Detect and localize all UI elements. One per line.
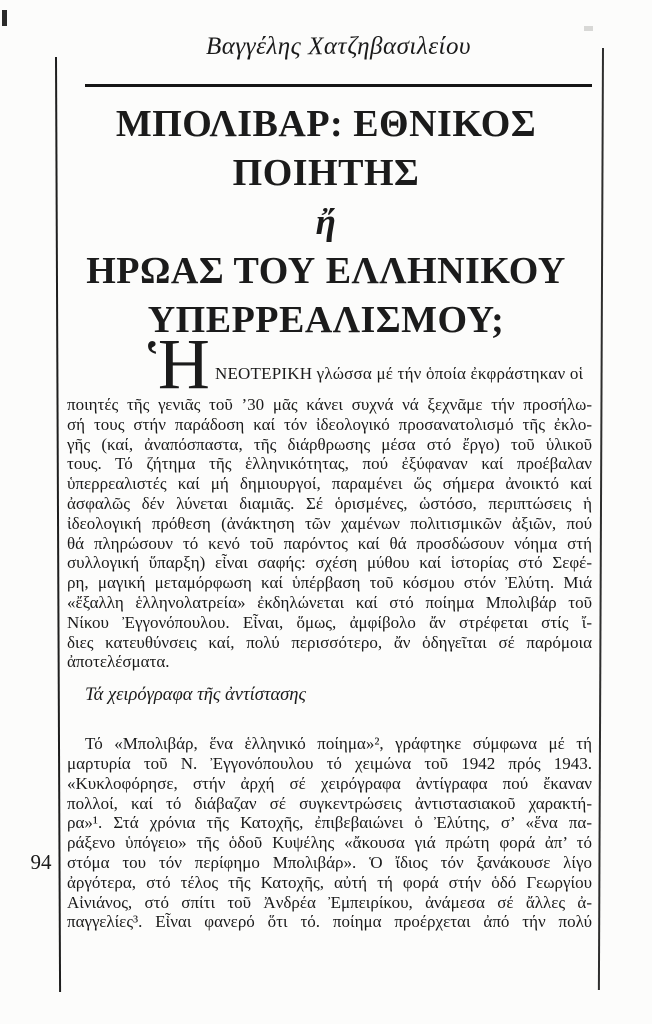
title-line-2: ἤ [315,202,337,243]
text-line: διες κατευθύνσεις καί, πολύ περισσότερο, ἄν ὁδηγεῖται σέ παρόμοια [67,632,592,652]
text-line: συλλογική ὕπαρξη) εἶναι σαφής: σχέση μύθου καί ἱστορίας στό Σεφέ- [67,553,592,573]
section-heading: Τά χειρόγραφα τῆς ἀντίστασης [85,685,306,706]
text-line: στόμα του τόν περίφημο Μπολιβάρ». Ὁ ἴδιος τόν ξανάκουσε λίγο [67,852,592,872]
header-rule [85,84,592,87]
text-line: «Κυκλοφόρησε, στήν ἀρχή σέ χειρόγραφα ἀντίγραφα πού ἔκαναν [67,773,592,793]
title-line-1: ΜΠΟΛΙΒΑΡ: ΕΘΝΙΚΟΣ ΠΟΙΗΤΗΣ [115,103,537,194]
text-line: πολλοί, καί τό διάβαζαν σέ συγκεντρώσεις ἀντιστασιακοῦ χαρακτή- [67,793,592,813]
text-line: ρα»¹. Στά χρόνια τῆς Κατοχῆς, ἐπιβεβαιώνει ὁ Ἐλύτης, σ’ «ἕνα πα- [67,813,592,833]
text-line: ἰδεολογική πρόθεση (ἀνάκτηση τῶν χαμένων πολιτισμικῶν ἀξιῶν, πού [67,513,592,533]
text-line: Νίκου Ἐγγονόπουλου. Εἶναι, ὅμως, ἀμφίβολο ἄν στρέφεται στίς ἴ- [67,612,592,632]
text-line: μαρτυρία τοῦ Ν. Ἐγγονόπουλου τό χειμώνα τοῦ 1942 πρός 1943. [67,753,592,773]
text-line: ἀποτελέσματα. [67,652,170,672]
author-name: Βαγγέλης Χατζηβασιλείου [206,33,471,60]
text-line: ράξενο ὑπόγειο» τῆς ὁδοῦ Κυψέλης «ἄκουσα γιά πρώτη φορά ἀπ’ τό [67,833,592,853]
text-line: γῆς (καί, ἀναπόσπαστα, τῆς διάρθρωσης μέσα στό ἔργο) τοῦ ὑλικοῦ [67,434,592,454]
text-line: σή τους στήν παράδοση καί τόν ἰδεολογικό προσανατολισμό τῆς ἐκλο- [67,414,592,434]
scan-speck [2,10,7,26]
intro-lines [67,395,592,672]
text-line: παγγελίες³. Εἶναι φανερό ὅτι τό. ποίημα προέρχεται ἀπό τήν πολύ [67,912,592,932]
article-title [30,100,622,345]
title-line-4: ΥΠΕΡΡΕΑΛΙΣΜΟΥ; [147,299,505,341]
intro-first-line: ΝΕΟΤΕΡΙΚΗ γλώσσα μέ τήν ὁποία ἐκφράστηκαν οἱ [215,364,584,383]
text-line: Αἰνιάνος, στό σπίτι τοῦ Ἀνδρέα Ἐμπειρίκου, ἀνάμεσα σέ ἄλλες ἀ- [67,892,592,912]
text-line: ποιητές τῆς γενιᾶς τοῦ ’30 μᾶς κάνει συχνά νά ξεχνᾶμε τήν προσήλω- [67,395,592,414]
text-line: «ἔξαλλη ἑλληνολατρεία» ἐκδηλώνεται καί στό ποίημα Μπολιβάρ τοῦ [67,592,592,612]
text-line: τους. Τό ζήτημα τῆς ἑλληνικότητας, πού ἐξύφαναν καί προέβαλαν [67,454,592,474]
intro-paragraph [67,324,592,672]
section-paragraph [67,734,592,932]
text-line: Τό «Μπολιβάρ, ἕνα ἑλληνικό ποίημα»², γράφτηκε σύμφωνα μέ τή [85,734,592,754]
dropcap-row [67,324,592,404]
title-line-3: ΗΡΩΑΣ ΤΟΥ ΕΛΛΗΝΙΚΟΥ [86,250,566,292]
dropcap-initial: Ἡ [148,324,210,404]
body-text [67,324,592,932]
scan-speck [584,26,593,31]
page-number: 94 [30,850,52,874]
text-line: ὑπερρεαλιστές καί μή δημιουργοί, παραμένει ὥς σήμερα ἀνοικτό καί [67,474,592,494]
text-line: θά πληρώσουν τό κενό τοῦ παρόντος καί θά προσδώσουν νόημα στή [67,533,592,553]
text-line: ἀργότερα, στό τέλος τῆς Κατοχῆς, αὐτή τή φορά στήν ὁδό Γεωργίου [67,872,592,892]
text-line: ἀσφαλῶς δέν λύνεται διαμιᾶς. Σέ ὁρισμένες, ὡστόσο, περιπτώσεις ἡ [67,493,592,513]
text-line: ρη, μαγική μεταμόρφωση καί ὑπέρβαση τοῦ κόσμου στόν Ἐλύτη. Μιά [67,573,592,593]
